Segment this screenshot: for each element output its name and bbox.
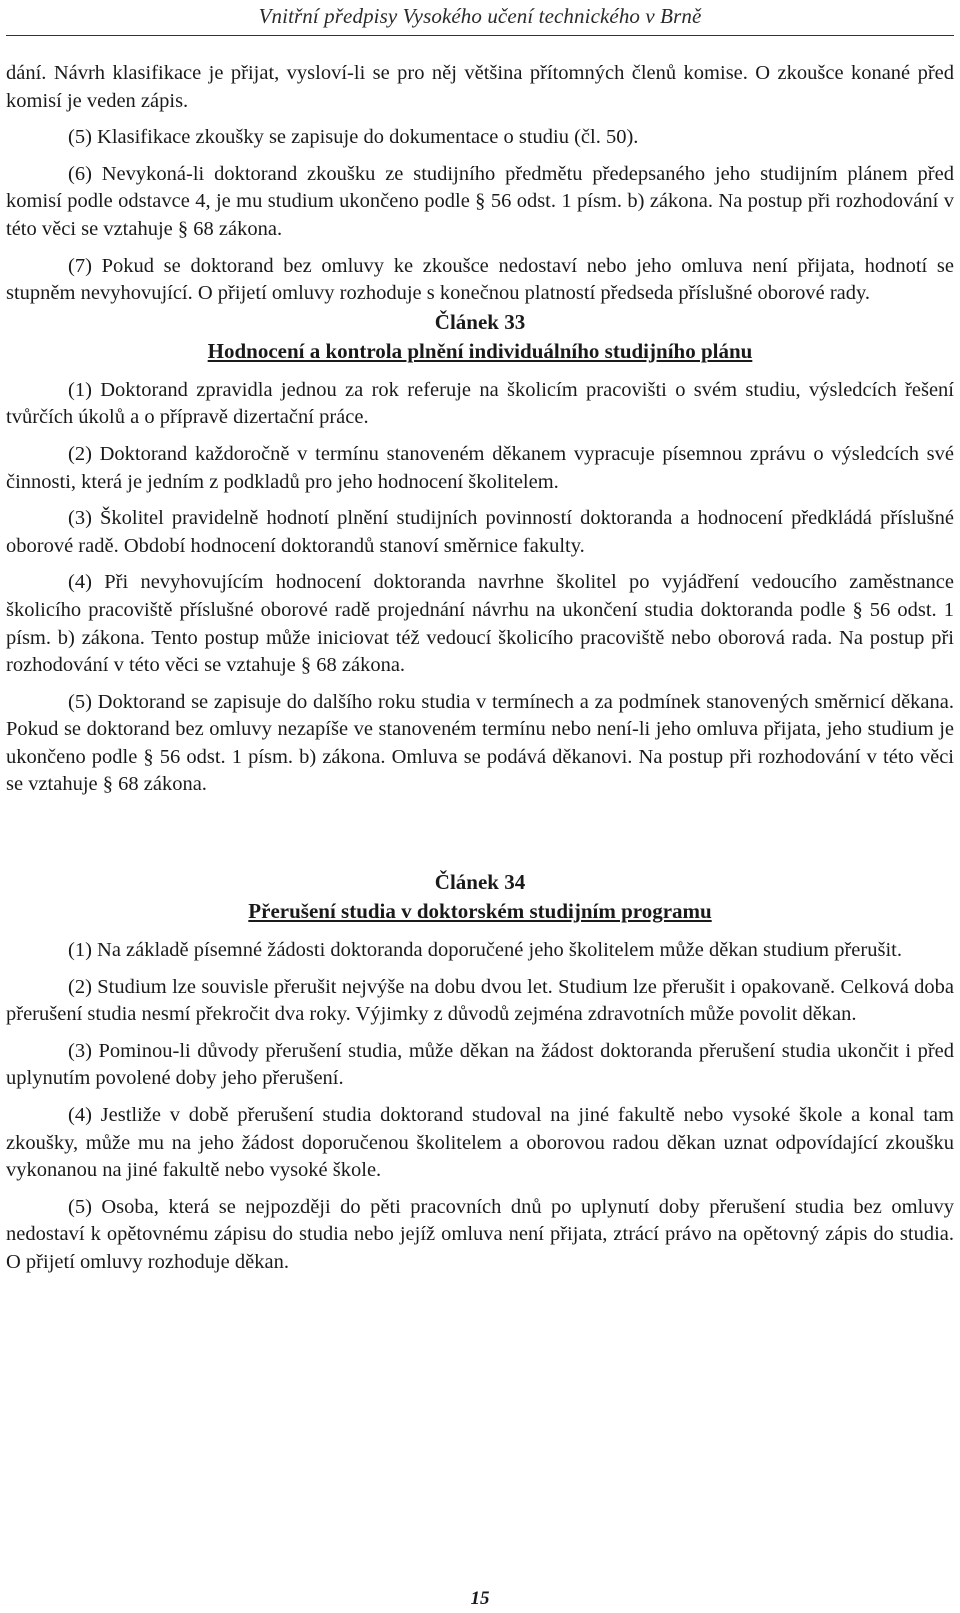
article-33-paragraph-1: (1) Doktorand zpravidla jednou za rok referuje na školicím pracovišti o svém studiu, výsledcích řešení tvůrčích úkolů a o přípravě dizertační práce. [6, 378, 954, 429]
page-number: 15 [470, 1588, 490, 1609]
paragraph-intro-6: (6) Nevykoná-li doktorand zkoušku ze studijního předmětu předepsaného jeho studijním plánem před komisí podle odstavce 4, je mu studium ukončeno podle § 56 odst. 1 písm. b) zákona. Na postup při rozhodování v této věci se vztahuje § 68 zákona. [6, 162, 954, 240]
header-title: Vnitřní předpisy Vysokého učení technického v Brně [258, 4, 702, 28]
article-34-paragraph-4: (4) Jestliže v době přerušení studia doktorand studoval na jiné fakultě nebo vysoké škole a konal tam zkoušky, může mu na jeho žádost doporučenou školitelem a oborovou radou děkan uznat odpovídající zkoušku vykonanou na jiné fakultě nebo vysoké škole. [6, 1104, 954, 1182]
section-gap [6, 808, 954, 868]
article-33-title: Článek 33 [434, 309, 526, 334]
article-34-paragraph-5: (5) Osoba, která se nejpozději do pěti pracovních dnů po uplynutí doby přerušení studia bez omluvy nedostaví k opětovnému zápisu do studia nebo jejíž omluva není přijata, ztrácí právo na opětovný zápis do studia. O přijetí omluvy rozhoduje děkan. [6, 1195, 954, 1273]
article-33-paragraph-2: (2) Doktorand každoročně v termínu stanoveném děkanem vypracuje písemnou zprávu o výsledcích své činnosti, která je jedním z podkladů pro jeho hodnocení školitelem. [6, 442, 954, 493]
article-34-title: Článek 34 [434, 870, 526, 895]
article-33-paragraph-5: (5) Doktorand se zapisuje do dalšího roku studia v termínech a za podmínek stanovených směrnicí děkana. Pokud se doktorand bez omluvy nezapíše ve stanoveném termínu nebo není-li jeho omluva přijata, jeho studium je ukončeno podle § 56 odst. 1 písm. b) zákona. Omluva se podává děkanovi. Na postup při rozhodování v této věci se vztahuje § 68 zákona. [6, 690, 954, 796]
article-34-subtitle: Přerušení studia v doktorském studijním programu [248, 899, 712, 924]
article-34-paragraph-1: (1) Na základě písemné žádosti doktoranda doporučené jeho školitelem může děkan studium přerušit. [68, 939, 902, 962]
header-rule [6, 35, 954, 36]
paragraph-intro-continuation: dání. Návrh klasifikace je přijat, vysloví-li se pro něj většina přítomných členů komise. O zkoušce konané před komisí je veden zápis. [6, 62, 954, 112]
page-header [0, 0, 960, 40]
article-33-subtitle: Hodnocení a kontrola plnění individuálního studijního plánu [207, 338, 753, 363]
paragraph-intro-7: (7) Pokud se doktorand bez omluvy ke zkoušce nedostaví nebo jeho omluva není přijata, hodnotí se stupněm nevyhovující. O přijetí omluvy rozhoduje s konečnou platností předseda příslušné oborové rady. [6, 254, 954, 305]
document-body [6, 60, 954, 1286]
article-33-paragraph-4: (4) Při nevyhovujícím hodnocení doktoranda navrhne školitel po vyjádření vedoucího zaměstnance školicího pracoviště příslušné oborové radě projednání návrhu na ukončení studia doktoranda podle § 56 odst. 1 písm. b) zákona. Tento postup může iniciovat též vedoucí školicího pracoviště nebo oborová rada. Na postup při rozhodování v této věci se vztahuje § 68 zákona. [6, 571, 954, 677]
article-33-paragraph-3: (3) Školitel pravidelně hodnotí plnění studijních povinností doktoranda a hodnocení předkládá příslušné oborové radě. Období hodnocení doktorandů stanoví směrnice fakulty. [6, 507, 954, 557]
paragraph-intro-5: (5) Klasifikace zkoušky se zapisuje do dokumentace o studiu (čl. 50). [68, 126, 639, 149]
article-34-paragraph-2: (2) Studium lze souvisle přerušit nejvýše na dobu dvou let. Studium lze přerušit i opakovaně. Celková doba přerušení studia nesmí překročit dva roky. Výjimky z důvodů zejména zdravotních může povolit děkan. [6, 975, 954, 1026]
article-34-paragraph-3: (3) Pominou-li důvody přerušení studia, může děkan na žádost doktoranda přerušení studia ukončit i před uplynutím povolené doby jeho přerušení. [6, 1039, 954, 1090]
